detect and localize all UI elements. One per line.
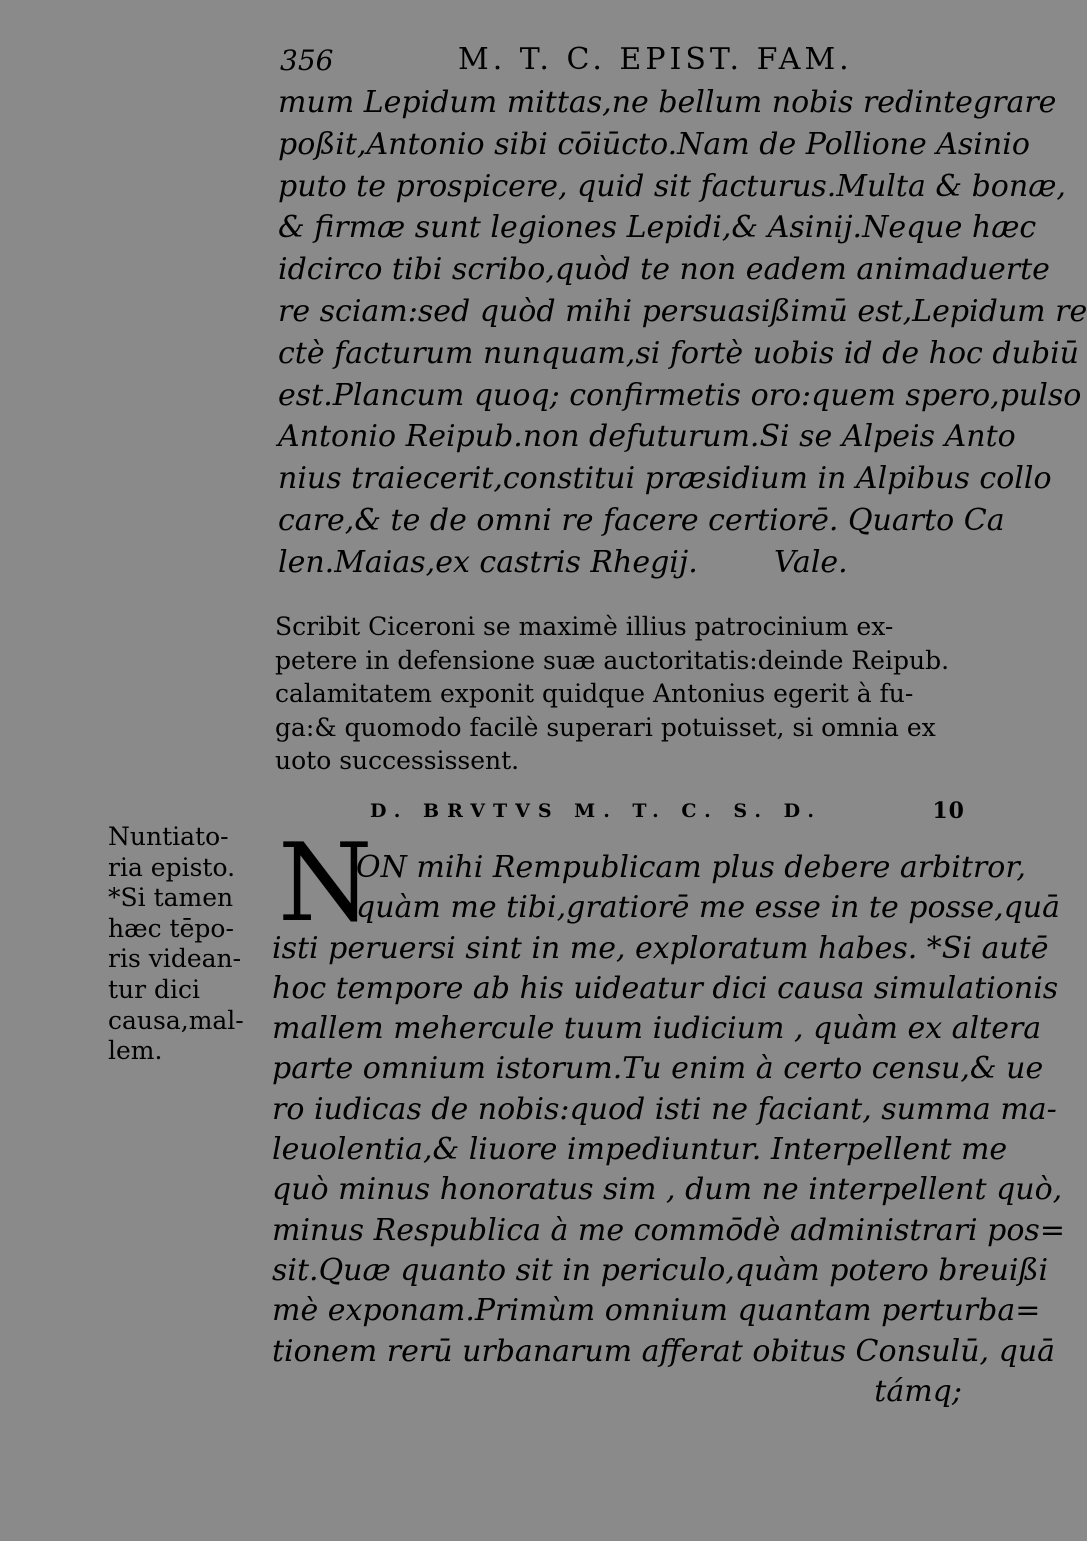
text-line: puto te prospicere, quid sit facturus.Multa & bonæ, [278, 168, 1066, 204]
text-line: minus Respublica à me commōdè administrari pos= [272, 1212, 1065, 1248]
margin-note-line: Nuntiato- [108, 822, 229, 851]
drop-capital: N [278, 821, 373, 946]
margin-note-line: tur dici [108, 974, 201, 1004]
page-number: 356 [280, 44, 334, 77]
text-line: isti peruersi sint in me, exploratum habes. *Si autē [272, 930, 1049, 966]
letter-summary [275, 610, 970, 778]
letter-body [272, 848, 1065, 1412]
text-line: len.Maias,ex castris Rhegij. Vale. [278, 544, 848, 580]
margin-note-line: ris videan- [108, 944, 242, 974]
text-line: hoc tempore ab his uideatur dici causa simulationis [272, 970, 1059, 1006]
margin-note-line: causa,mal- [108, 1005, 244, 1035]
running-header [280, 38, 970, 88]
text-line: quò minus honoratus sim , dum ne interpellent quò, [272, 1172, 1063, 1208]
text-line: ro iudicas de nobis:quod isti ne faciant, summa ma- [272, 1091, 1057, 1127]
margin-note-line: lem. [108, 1036, 163, 1066]
text-line: Antonio Reipub.non defuturum.Si se Alpeis Anto [278, 419, 1016, 455]
text-line: mallem mehercule tuum iudicium , quàm ex altera [272, 1011, 1042, 1047]
margin-note-line: *Si tamen [108, 883, 234, 913]
text-line: quàm me tibi,gratiorē me esse in te posse,quā [356, 890, 1061, 926]
text-line: ctè facturum nunquam,si fortè uobis id de hoc dubiū [278, 335, 1080, 371]
summary-line: petere in defensione suæ auctoritatis:deinde Reipub. [275, 645, 950, 675]
running-title: M. T. C. EPIST. FAM. [458, 42, 853, 77]
margin-note-line: hæc tēpo- [108, 913, 234, 943]
text-line: leuolentia,& liuore impediuntur. Interpellent me [272, 1132, 1008, 1168]
text-line: mè exponam.Primùm omnium quantam perturba= [272, 1293, 1041, 1329]
text-line: care,& te de omni re facere certiorē. Quarto Ca [278, 502, 1005, 538]
text-line: sit.Quæ quanto sit in periculo,quàm potero breuißi [272, 1252, 1049, 1288]
text-line: & firmæ sunt legiones Lepidi,& Asinij.Neque hæc [278, 210, 1037, 246]
summary-line: uoto successissent. [275, 746, 520, 775]
margin-note-line: ria episto. [108, 852, 236, 882]
letter-heading-text: D. BRVTVS M. T. C. S. D. [370, 800, 823, 822]
text-line: parte omnium istorum.Tu enim à certo censu,& ue [272, 1051, 1044, 1087]
text-line: nius traiecerit,constitui præsidium in Alpibus collo [278, 461, 1052, 497]
margin-note [108, 822, 268, 1067]
summary-line: ga:& quomodo facilè superari potuisset, si omnia ex [275, 712, 936, 742]
summary-line: calamitatem exponit quidque Antonius egerit à fu- [275, 679, 914, 708]
text-line: mum Lepidum mittas,ne bellum nobis redintegrare [278, 85, 1057, 120]
text-line: ON mihi Rempublicam plus debere arbitror, [356, 850, 1026, 885]
letter-heading [370, 800, 965, 830]
text-line: tionem rerū urbanarum afferat obitus Consulū, quā [272, 1333, 1056, 1369]
text-line: poßit,Antonio sibi cōiūcto.Nam de Pollione Asinio [278, 126, 1030, 162]
summary-line: Scribit Ciceroni se maximè illius patrocinium ex- [275, 612, 894, 641]
text-line: est.Plancum quoq; confirmetis oro:quem spero,pulso [278, 377, 1082, 413]
letter-ending-paragraph [278, 82, 1087, 584]
text-line: re sciam:sed quòd mihi persuasißimū est,Lepidum re [278, 293, 1087, 329]
catchword: támq; [874, 1373, 962, 1409]
letter-number: 10 [932, 798, 965, 824]
text-line: idcirco tibi scribo,quòd te non eadem animaduerte [278, 252, 1050, 288]
